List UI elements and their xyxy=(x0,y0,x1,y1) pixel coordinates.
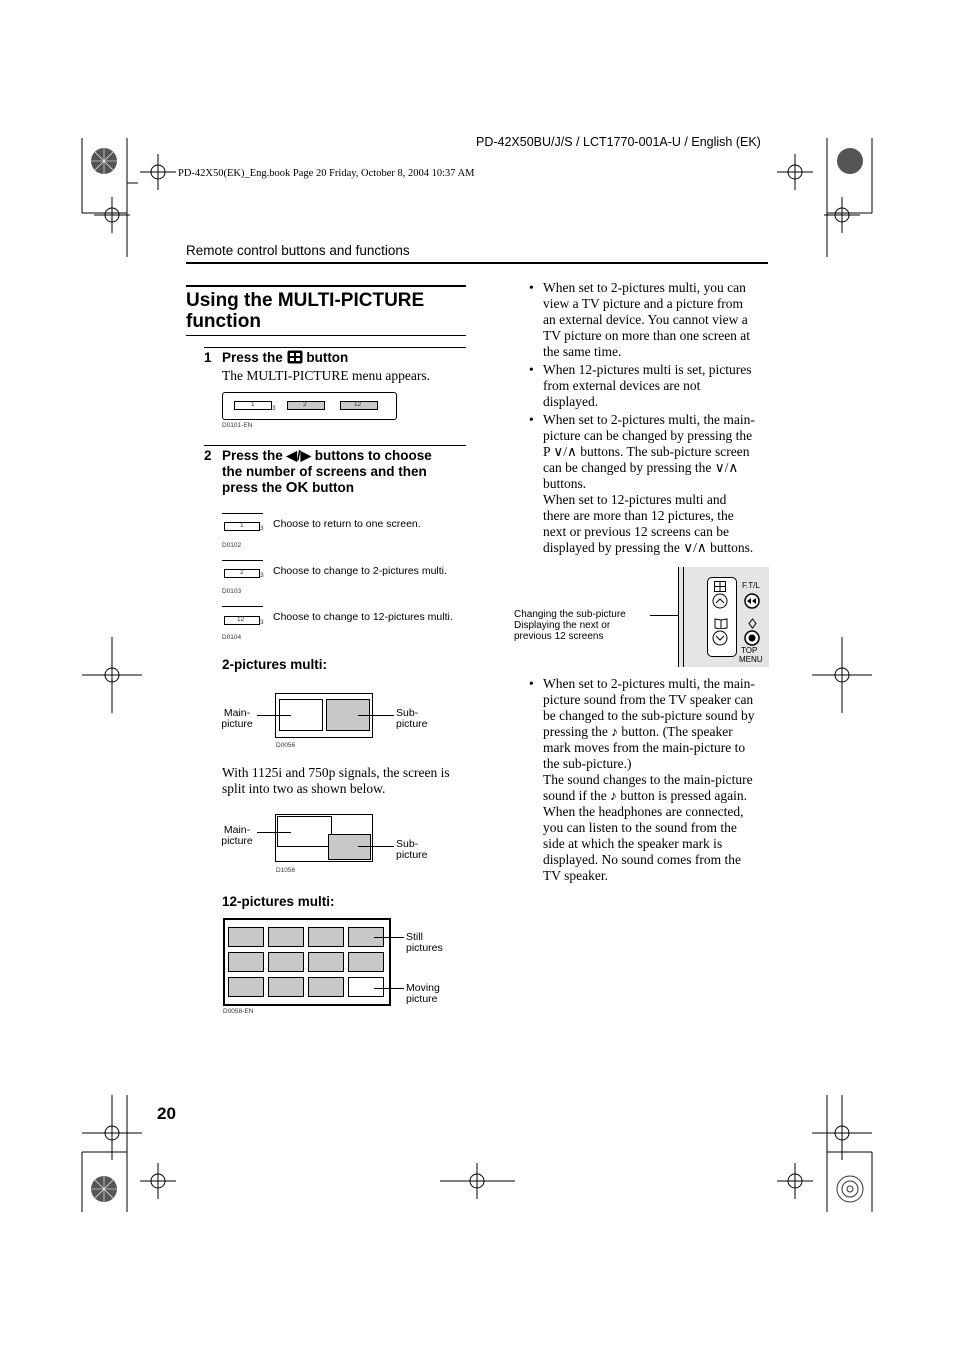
bullet-line: view a TV picture and a picture from xyxy=(543,296,744,311)
still-picture-cell xyxy=(228,977,264,997)
two-pic-main-label xyxy=(220,708,254,730)
choice-2-description: Choose to change to 2-pictures multi. xyxy=(273,565,447,577)
bullet-line: be changed to the sub-picture sound by xyxy=(543,708,755,723)
choice-3-rule xyxy=(222,606,263,607)
still-picture-cell xyxy=(228,952,264,972)
bullet-line: • When set to 2-pictures multi, you can xyxy=(543,280,746,295)
ftl-button-icon xyxy=(744,593,760,609)
bullet-line: • When 12-pictures multi is set, pictures xyxy=(543,362,752,377)
hd-sub-leader xyxy=(358,846,394,847)
moving-picture-leader xyxy=(374,988,404,989)
step2-line-2: the number of screens and then xyxy=(222,464,427,479)
choice-2-value: 2 xyxy=(240,569,244,576)
step2-line-3-before: press the xyxy=(222,480,283,495)
hd-signal-note xyxy=(222,765,450,797)
top-label: TOP xyxy=(741,646,758,655)
step2-number: 2 xyxy=(204,448,212,463)
hd-sub-window xyxy=(328,834,371,860)
bullet-item xyxy=(529,362,769,410)
bullet-line: the same time. xyxy=(543,344,622,359)
twelve-pic-figure-code: D0058-EN xyxy=(223,1008,254,1015)
still-pictures-label xyxy=(406,932,443,954)
section-header: Remote control buttons and functions xyxy=(186,243,410,258)
remote-illustration xyxy=(678,567,769,667)
choice-1-cursor: 3 xyxy=(260,525,264,532)
bullet-line: The sound changes to the main-picture xyxy=(543,772,753,787)
still-picture-cell xyxy=(348,952,384,972)
menu-figure-code: D0101-EN xyxy=(222,422,253,429)
two-pic-sub-leader xyxy=(358,715,394,716)
bullet-line: buttons. xyxy=(543,476,587,491)
remote-edge xyxy=(683,567,684,667)
bullet-line: pressing the ♪ button. (The speaker xyxy=(543,724,733,739)
choice-1-description: Choose to return to one screen. xyxy=(273,518,421,530)
right-bullets-top xyxy=(529,280,769,558)
bullet-line: sound if the ♪ button is pressed again. xyxy=(543,788,747,803)
choice-2-cursor: 3 xyxy=(260,572,264,579)
step2-line-3-after: button xyxy=(312,480,355,495)
two-pictures-heading: 2-pictures multi: xyxy=(222,657,328,672)
choice-3-value: 12 xyxy=(237,616,245,623)
menu-label: MENU xyxy=(739,655,763,664)
choice-1-rule xyxy=(222,513,263,514)
bullet-line: displayed. xyxy=(543,394,599,409)
two-pic-figure-code: D0056 xyxy=(276,742,296,749)
remote-callout-label xyxy=(514,609,626,642)
bullet-line: When the headphones are connected, xyxy=(543,804,744,819)
still-picture-cell xyxy=(268,927,304,947)
menu-option-1-label: 1 xyxy=(251,401,255,408)
remote-callout-line-2: Displaying the next or xyxy=(514,620,611,631)
step2-line-1: Press the ◀/▶ buttons to choose xyxy=(222,448,432,463)
bullet-line: an external device. You cannot view a xyxy=(543,312,748,327)
step1-text-before: Press the xyxy=(222,350,283,365)
ftl-label: F.T/L xyxy=(742,581,760,590)
still-picture-cell xyxy=(268,977,304,997)
bullet-item xyxy=(529,676,769,884)
step1-description: The MULTI-PICTURE menu appears. xyxy=(222,368,430,383)
bullet-line: you can listen to the sound from the xyxy=(543,820,737,835)
bullet-line: from external devices are not xyxy=(543,378,701,393)
book-info-line: PD-42X50(EK)_Eng.book Page 20 Friday, October 8, 2004 10:37 AM xyxy=(178,168,475,179)
choice-1-code: D0102 xyxy=(222,542,242,549)
hd-main-label-l1: Main- xyxy=(223,824,251,836)
bullet-item xyxy=(529,280,769,360)
bullet-line: • When set to 2-pictures multi, the main- xyxy=(543,676,755,691)
hd-main-label xyxy=(220,825,254,847)
header-rule xyxy=(186,262,768,264)
top-menu-button-icon xyxy=(744,630,760,646)
remote-callout-line-3: previous 12 screens xyxy=(514,631,604,642)
bullet-line: picture can be changed by pressing the xyxy=(543,428,753,443)
page-title xyxy=(186,290,424,332)
bullet-line: • When set to 2-pictures multi, the main- xyxy=(543,412,755,427)
step2-line-3 xyxy=(222,480,432,496)
title-bottom-rule xyxy=(186,335,466,336)
title-top-rule xyxy=(186,285,466,287)
hd-sub-label-l2: picture xyxy=(396,849,428,861)
still-pictures-label-l1: Still xyxy=(406,931,423,943)
bullet-line: there are more than 12 pictures, the xyxy=(543,508,734,523)
hd-figure-code: D1056 xyxy=(276,867,296,874)
bullet-line: side at which the speaker mark is xyxy=(543,836,723,851)
hd-main-label-l2: picture xyxy=(221,835,253,847)
step1-number: 1 xyxy=(204,350,212,365)
two-pic-sub-label xyxy=(396,708,428,730)
step1-text-after: button xyxy=(306,350,349,365)
step1-instruction xyxy=(222,350,348,366)
step1-rule xyxy=(204,347,466,348)
choice-3-description: Choose to change to 12-pictures multi. xyxy=(273,611,453,623)
choice-3-cursor: 3 xyxy=(260,619,264,626)
still-picture-cell xyxy=(308,977,344,997)
diamond-icon xyxy=(748,618,757,629)
hd-sub-label xyxy=(396,839,428,861)
bullet-line: TV picture on more than one screen at xyxy=(543,328,751,343)
document-code: PD-42X50BU/J/S / LCT1770-001A-U / English (EK) xyxy=(476,135,761,149)
up-arrow-button-icon xyxy=(712,593,728,609)
still-picture-cell xyxy=(308,952,344,972)
hd-signal-note-l1: With 1125i and 750p signals, the screen is xyxy=(222,765,450,780)
page-number: 20 xyxy=(157,1104,176,1123)
moving-picture-label-l2: picture xyxy=(406,993,438,1005)
multi-picture-small-icon xyxy=(714,581,726,592)
title-line-1: Using the MULTI-PICTURE xyxy=(186,290,425,311)
down-arrow-button-icon xyxy=(712,630,728,646)
menu-option-3-label: 12 xyxy=(354,401,362,408)
bullet-line: P ∨/∧ buttons. The sub-picture screen xyxy=(543,444,750,459)
two-pic-sub-label-l2: picture xyxy=(396,718,428,730)
ok-button-label: OK xyxy=(285,479,309,496)
moving-picture-cell xyxy=(348,977,384,997)
bullet-line: TV speaker. xyxy=(543,868,608,883)
still-picture-cell xyxy=(228,927,264,947)
still-picture-cell xyxy=(268,952,304,972)
two-pic-sub-label-l1: Sub- xyxy=(396,707,419,719)
menu-option-2-label: 2 xyxy=(303,401,307,408)
bullet-item xyxy=(529,412,769,556)
hd-sub-label-l1: Sub- xyxy=(396,838,419,850)
bullet-line: picture sound from the TV speaker can xyxy=(543,692,754,707)
bullet-line: displayed by pressing the ∨/∧ buttons. xyxy=(543,540,754,555)
hd-signal-note-l2: split into two as shown below. xyxy=(222,781,386,796)
bullet-line: the sub-picture.) xyxy=(543,756,632,771)
bullet-line: mark moves from the main-picture to xyxy=(543,740,746,755)
book-icon xyxy=(714,618,728,629)
still-pictures-leader xyxy=(374,937,404,938)
moving-picture-label xyxy=(406,983,440,1005)
choice-2-code: D0103 xyxy=(222,588,242,595)
twelve-pictures-heading: 12-pictures multi: xyxy=(222,894,335,909)
still-pictures-label-l2: pictures xyxy=(406,942,443,954)
title-line-2: function xyxy=(186,311,261,332)
hd-main-leader xyxy=(257,832,291,833)
bullet-line: can be changed by pressing the ∨/∧ xyxy=(543,460,739,475)
two-pic-main-label-l2: picture xyxy=(221,718,253,730)
still-picture-cell xyxy=(308,927,344,947)
two-pic-main-leader xyxy=(257,715,291,716)
choice-1-value: 1 xyxy=(240,522,244,529)
step2-rule xyxy=(204,445,466,446)
remote-callout-line-1: Changing the sub-picture xyxy=(514,609,626,620)
right-bullets-bottom xyxy=(529,676,769,886)
moving-picture-label-l1: Moving xyxy=(406,982,440,994)
bullet-line: displayed. No sound comes from the xyxy=(543,852,741,867)
two-pic-main-label-l1: Main- xyxy=(223,707,251,719)
bullet-line: When set to 12-pictures multi and xyxy=(543,492,727,507)
bullet-line: next or previous 12 screens can be xyxy=(543,524,729,539)
step2-instruction xyxy=(222,448,432,496)
multi-picture-icon xyxy=(287,350,303,364)
menu-cursor-mark: 3 xyxy=(272,405,276,412)
choice-3-code: D0104 xyxy=(222,634,242,641)
choice-2-rule xyxy=(222,560,263,561)
